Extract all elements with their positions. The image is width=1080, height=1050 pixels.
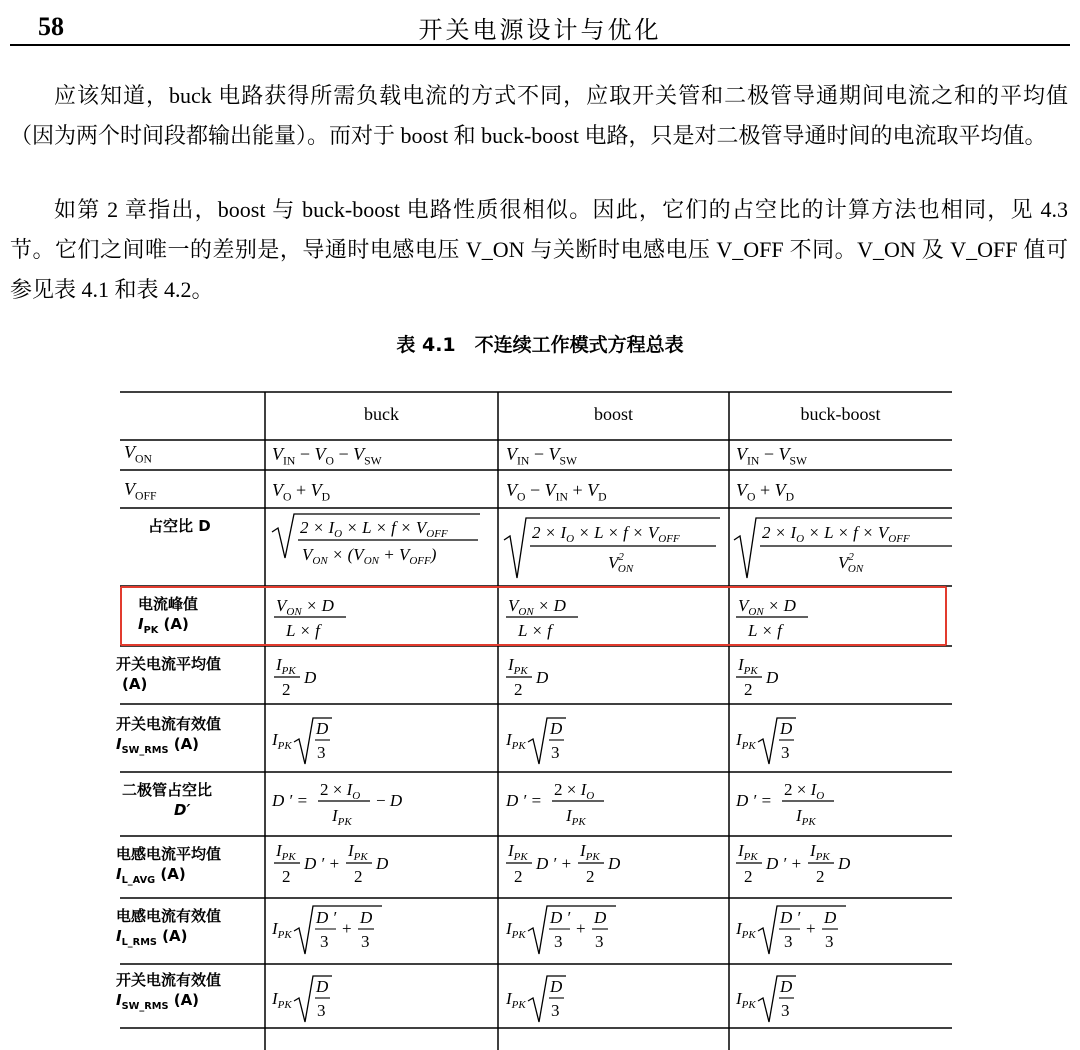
svg-text:IPK: $I_{PK}$ (276, 655, 296, 677)
svg-text:2: 2 (744, 680, 753, 699)
svg-text:D ′ =: D ′ = (272, 791, 308, 810)
row-label-duty-cycle: 占空比 D (148, 517, 211, 535)
svg-text:D ′: D ′ (316, 908, 337, 927)
svg-text:D: D (304, 668, 317, 687)
cell-duty-buck-boost (734, 518, 952, 578)
svg-text:3: 3 (781, 1001, 790, 1020)
svg-text:3: 3 (361, 932, 370, 951)
svg-text:IPK: $I_{PK}$ (506, 989, 526, 1011)
cell-von-boost: $V_{IN} - V_{SW}$ (506, 444, 578, 468)
column-header-boost: boost (593, 404, 633, 424)
svg-text:3: 3 (781, 743, 790, 762)
cell-inductor-avg-buck (274, 841, 389, 886)
svg-text:D ′: D ′ (550, 908, 571, 927)
cell-switch-rms2-buck-boost (735, 976, 796, 1022)
svg-text:IPK: $I_{PK}$ (272, 919, 292, 941)
cell-diode-duty-buck (271, 780, 403, 828)
column-header-buck-boost: buck-boost (800, 404, 881, 424)
svg-text:D ′: D ′ (780, 908, 801, 927)
svg-text:2 × IO × L × f × VOFF: $2 \times I_O \times L \times f \times V_{OFF}$ (300, 518, 448, 540)
svg-text:2: 2 (744, 867, 753, 886)
row-label-von: $V_{ON}$ (124, 442, 152, 466)
table-caption: 表 4.1 不连续工作模式方程总表 (396, 334, 684, 356)
svg-text:IPK: $I_{PK}$ (810, 841, 830, 863)
cell-switch-rms2-buck (271, 976, 332, 1022)
row-label-switch-rms-2: 开关电流有效值 $I_{SW\_RMS}$ (A) (116, 971, 222, 1012)
cell-von-buck-boost: $V_{IN} - V_{SW}$ (736, 444, 808, 468)
svg-text:2 × IO: $2 \times I_O$ (784, 780, 825, 802)
cell-switch-rms-buck-boost (735, 718, 796, 764)
paragraph-1: 应该知道，buck 电路获得所需负载电流的方式不同，应取开关管和二极管导通期间电流之和的平均值（因为两个时间段都输出能量）。而对于 boost 和 buck-boost 电路，只是对二极管导通时间的电流取平均值。 (10, 83, 1068, 148)
svg-text:D: D (360, 908, 373, 927)
svg-text:IPK: $I_{PK}$ (506, 919, 526, 941)
svg-text:D: D (824, 908, 837, 927)
svg-text:D: D (608, 854, 621, 873)
row-label-inductor-rms: 电感电流有效值 $I_{L\_RMS}$ (A) (116, 907, 222, 948)
page-number: 58 (38, 12, 64, 41)
svg-text:D ′ =: D ′ = (506, 791, 542, 810)
svg-text:2: 2 (514, 867, 523, 886)
page-header (0, 0, 1080, 48)
row-label-voff: $V_{OFF}$ (124, 479, 157, 503)
svg-text:L × f: L × f (748, 621, 782, 640)
cell-voff-boost: $V_O - V_{IN} + V_D$ (506, 480, 607, 504)
svg-text:D: D (780, 977, 793, 996)
svg-text:VON × D: $V_{ON} \times D$ (738, 596, 796, 618)
svg-text:3: 3 (551, 1001, 560, 1020)
paragraph-2: 如第 2 章指出，boost 与 buck-boost 电路性质很相似。因此，它们的占空比的计算方法也相同，见 4.3 节。它们之间唯一的差别是，导通时电感电压 V_ON 与关断时电感电压 V_OFF 不同。V_ON 及 V_OFF 值可参见表 4.1 和表 4.2。 (10, 197, 1068, 302)
cell-inductor-rms-buck (271, 906, 382, 954)
cell-voff-buck-boost: $V_O + V_D$ (736, 480, 795, 504)
svg-text:2: 2 (514, 680, 523, 699)
svg-text:2 × IO × L × f × VOFF: $2 \times I_O \times L \times f \times V_{OFF}$ (532, 523, 680, 545)
svg-text:IPK: $I_{PK}$ (508, 841, 528, 863)
svg-text:2: 2 (282, 680, 291, 699)
svg-text:3: 3 (554, 932, 563, 951)
svg-text:+: + (342, 919, 352, 938)
svg-text:IPK: $I_{PK}$ (348, 841, 368, 863)
svg-text:IPK: $I_{PK}$ (736, 730, 756, 752)
svg-text:D: D (838, 854, 851, 873)
svg-text:D: D (316, 719, 329, 738)
svg-text:2: 2 (816, 867, 825, 886)
svg-text:D: D (536, 668, 549, 687)
svg-text:IPK: $I_{PK}$ (566, 806, 586, 828)
svg-text:+: + (576, 919, 586, 938)
svg-text:IPK: $I_{PK}$ (272, 730, 292, 752)
svg-text:L × f: L × f (286, 621, 320, 640)
svg-text:IPK: $I_{PK}$ (738, 655, 758, 677)
svg-text:IPK: $I_{PK}$ (506, 730, 526, 752)
svg-text:IPK: $I_{PK}$ (796, 806, 816, 828)
svg-text:3: 3 (784, 932, 793, 951)
svg-text:2: 2 (282, 867, 291, 886)
row-label-peak-current: 电流峰值 $I_{PK}$ (A) (138, 595, 199, 636)
highlight-peak-current-row (120, 586, 947, 646)
svg-text:VON × (VON + VOFF): $V_{ON} \times (V_{ON} + V_{OFF})$ (302, 545, 437, 567)
cell-inductor-rms-boost (505, 906, 616, 954)
svg-text:2 × IO: $2 \times I_O$ (554, 780, 595, 802)
svg-text:IPK: $I_{PK}$ (272, 989, 292, 1011)
svg-text:V2ON: $V^2$ ON (838, 551, 864, 575)
svg-text:D: D (550, 719, 563, 738)
column-header-buck: buck (364, 404, 399, 424)
svg-text:IPK: $I_{PK}$ (332, 806, 352, 828)
row-label-switch-rms: 开关电流有效值 $I_{SW\_RMS}$ (A) (116, 715, 222, 756)
header-rule (10, 44, 1070, 46)
svg-text:D: D (766, 668, 779, 687)
svg-text:IPK: $I_{PK}$ (276, 841, 296, 863)
cell-duty-boost (504, 518, 720, 578)
cell-switch-avg-boost (506, 655, 549, 699)
cell-switch-avg-buck-boost (736, 655, 779, 699)
svg-text:D ′ +: D ′ + (536, 854, 572, 873)
svg-text:D: D (550, 977, 563, 996)
cell-diode-duty-buck-boost (735, 780, 834, 828)
cell-switch-avg-buck (274, 655, 317, 699)
svg-text:V2ON: $V^2$ ON (608, 551, 634, 575)
svg-text:IPK: $I_{PK}$ (736, 919, 756, 941)
svg-text:2 × IO: $2 \times I_O$ (320, 780, 361, 802)
cell-von-buck: $V_{IN} - V_O - V_{SW}$ (272, 444, 382, 468)
svg-text:+: + (806, 919, 816, 938)
svg-text:3: 3 (595, 932, 604, 951)
svg-text:2: 2 (354, 867, 363, 886)
cell-inductor-avg-buck-boost (736, 841, 851, 886)
formula-cells (120, 390, 952, 1050)
svg-text:D: D (316, 977, 329, 996)
svg-text:IPK: $I_{PK}$ (738, 841, 758, 863)
cell-switch-rms2-boost (505, 976, 566, 1022)
svg-text:− D: − D (376, 791, 403, 810)
book-title: 开关电源设计与优化 (418, 18, 662, 44)
svg-text:3: 3 (825, 932, 834, 951)
svg-text:3: 3 (317, 743, 326, 762)
cell-inductor-avg-boost (506, 841, 621, 886)
svg-text:IPK: $I_{PK}$ (736, 989, 756, 1011)
svg-text:D ′ =: D ′ = (736, 791, 772, 810)
svg-text:VON × D: $V_{ON} \times D$ (508, 596, 566, 618)
svg-text:D: D (376, 854, 389, 873)
svg-text:IPK: $I_{PK}$ (580, 841, 600, 863)
svg-text:VON × D: $V_{ON} \times D$ (276, 596, 334, 618)
cell-switch-rms-boost (505, 718, 566, 764)
svg-text:L × f: L × f (518, 621, 552, 640)
cell-duty-buck (272, 514, 480, 567)
cell-voff-buck: $V_O + V_D$ (272, 480, 331, 504)
svg-text:D ′ +: D ′ + (766, 854, 802, 873)
svg-text:3: 3 (551, 743, 560, 762)
svg-text:2: 2 (586, 867, 595, 886)
svg-text:3: 3 (320, 932, 329, 951)
svg-text:IPK: $I_{PK}$ (508, 655, 528, 677)
cell-inductor-rms-buck-boost (735, 906, 846, 954)
row-label-switch-avg: 开关电流平均值 (A) (116, 655, 222, 693)
equation-table (116, 390, 952, 1050)
cell-switch-rms-buck (271, 718, 332, 764)
row-label-inductor-avg: 电感电流平均值 $I_{L\_AVG}$ (A) (116, 845, 222, 886)
svg-text:D: D (594, 908, 607, 927)
svg-text:3: 3 (317, 1001, 326, 1020)
svg-text:D: D (780, 719, 793, 738)
cell-diode-duty-boost (505, 780, 604, 828)
row-label-diode-duty: 二极管占空比 D′ (122, 781, 213, 819)
svg-text:2 × IO × L × f × VOFF: $2 \times I_O \times L \times f \times V_{OFF}$ (762, 523, 910, 545)
svg-text:D ′ +: D ′ + (304, 854, 340, 873)
